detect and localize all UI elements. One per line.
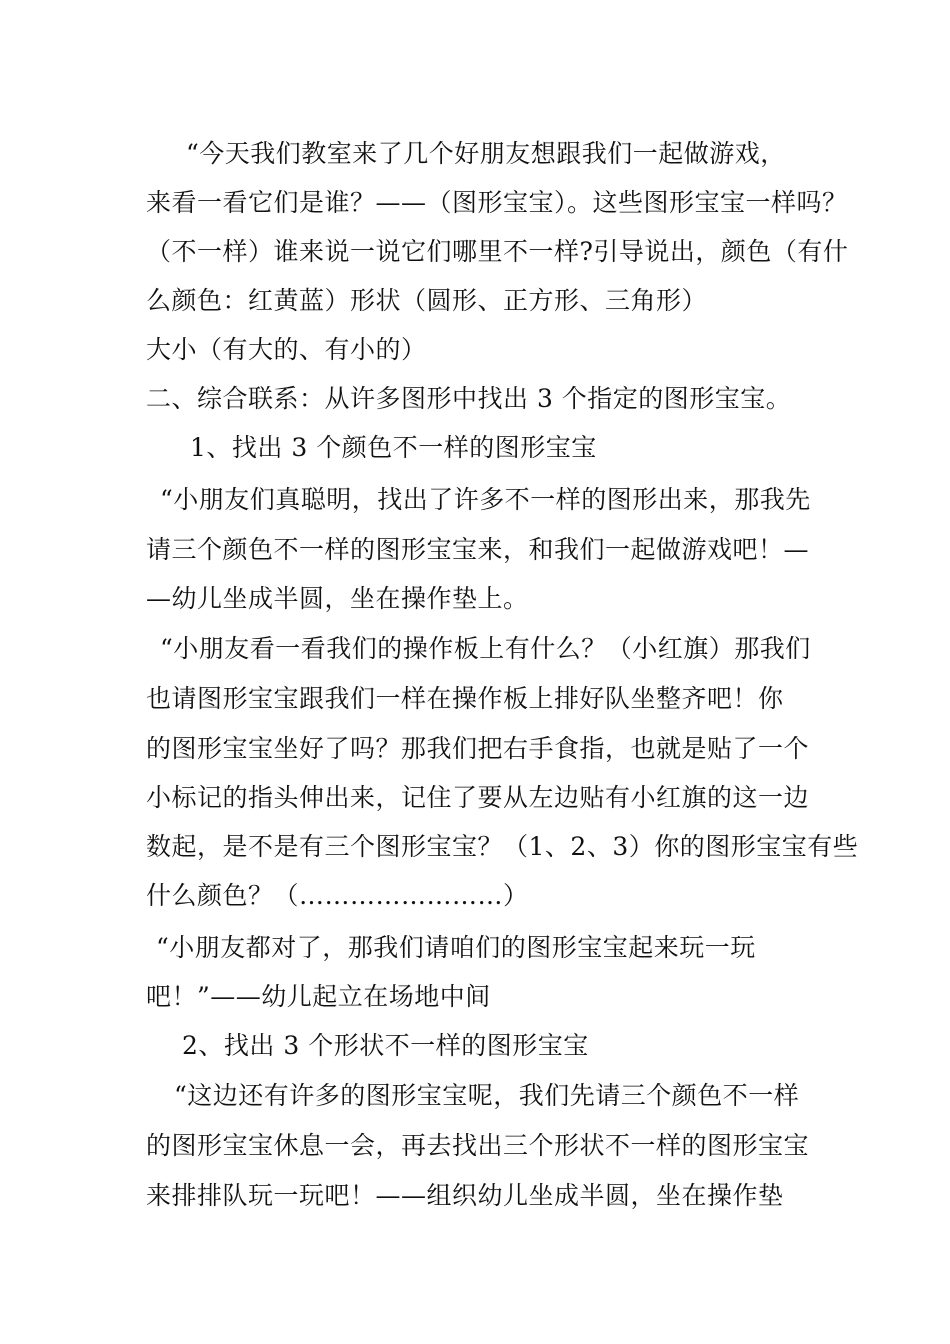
paragraph-line-14: 小标记的指头伸出来，记住了要从左边贴有小红旗的这一边 (146, 783, 810, 812)
paragraph-line-9: 请三个颜色不一样的图形宝宝来，和我们一起做游戏吧！— (146, 535, 810, 564)
paragraph-line-21: 的图形宝宝休息一会，再去找出三个形状不一样的图形宝宝 (146, 1131, 810, 1160)
paragraph-line-20: “这边还有许多的图形宝宝呢，我们先请三个颜色不一样 (174, 1081, 800, 1110)
paragraph-line-1: “今天我们教室来了几个好朋友想跟我们一起做游戏， (186, 139, 786, 168)
paragraph-line-15: 数起，是不是有三个图形宝宝？（1、2、3）你的图形宝宝有些 (146, 832, 859, 861)
paragraph-line-2: 来看一看它们是谁？——（图形宝宝）。这些图形宝宝一样吗？ (146, 188, 848, 217)
paragraph-line-5: 大小（有大的、有小的） (146, 335, 427, 364)
paragraph-line-8: “小朋友们真聪明，找出了许多不一样的图形出来，那我先 (160, 485, 811, 514)
paragraph-line-22: 来排排队玩一玩吧！——组织幼儿坐成半圆，坐在操作垫 (146, 1181, 784, 1210)
paragraph-line-13: 的图形宝宝坐好了吗？那我们把右手食指，也就是贴了一个 (146, 734, 810, 763)
paragraph-line-4: 么颜色：红黄蓝）形状（圆形、正方形、三角形） (146, 286, 708, 315)
paragraph-line-17: “小朋友都对了，那我们请咱们的图形宝宝起来玩一玩 (156, 933, 756, 962)
subheading-2: 2、找出 3 个形状不一样的图形宝宝 (182, 1031, 589, 1060)
subheading-1: 1、找出 3 个颜色不一样的图形宝宝 (190, 433, 597, 462)
paragraph-line-12: 也请图形宝宝跟我们一样在操作板上排好队坐整齐吧！你 (146, 684, 784, 713)
paragraph-line-3: （不一样）谁来说一说它们哪里不一样?引导说出，颜色（有什 (146, 237, 849, 266)
section-heading: 二、综合联系：从许多图形中找出 3 个指定的图形宝宝。 (146, 384, 792, 413)
paragraph-line-18: 吧！”——幼儿起立在场地中间 (146, 982, 491, 1011)
paragraph-line-10: —幼儿坐成半圆，坐在操作垫上。 (146, 584, 529, 613)
paragraph-line-16: 什么颜色？（……………………） (146, 881, 529, 910)
paragraph-line-11: “小朋友看一看我们的操作板上有什么？（小红旗）那我们 (160, 634, 811, 663)
